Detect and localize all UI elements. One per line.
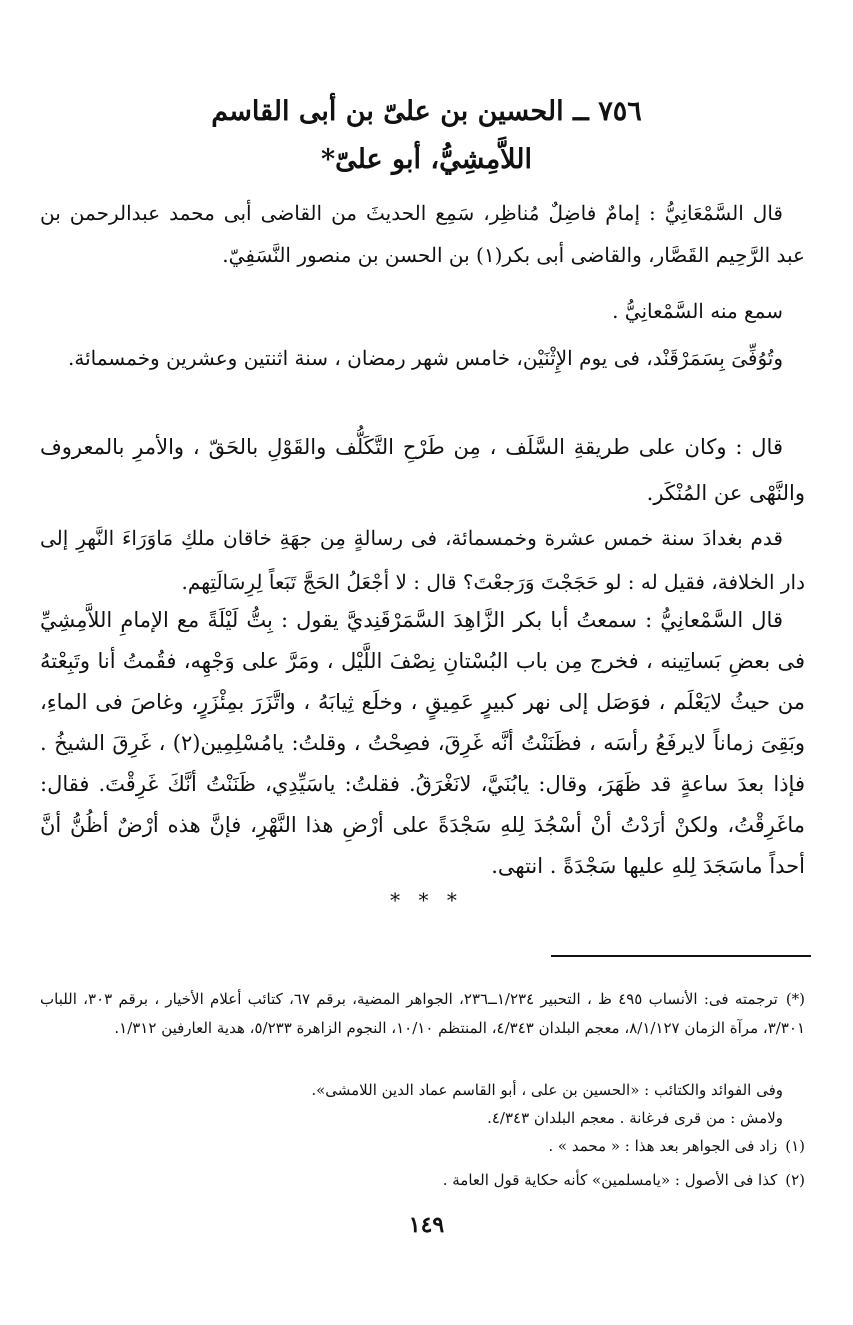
- footnote-divider: [551, 955, 811, 957]
- footnote-1-number: (١): [785, 1137, 805, 1155]
- page-number: ١٤٩: [408, 1212, 445, 1238]
- footnote-2-text: كذا فى الأصول : «يامسلمين» كأنه حكاية قول العامة .: [442, 1171, 778, 1189]
- paragraph-samani-description: قال السَّمْعَانِيُّ : إمامٌ فاضِلٌ مُناظِر، سَمِع الحديثَ من القاضى أبى محمد عبدالرحمن بن عبد الرَّحِيم القَصَّار، والقاضى أبى بكر(١) بن الحسن بن منصور النَّسَفِيّ.: [40, 201, 805, 267]
- paragraph-river-story: قال السَّمْعانِيُّ : سمعتُ أبا بكر الزَّاهِدَ السَّمَرْقَنِديَّ يقول : بِتُّ لَيْلَةً مع الإمامِ اللاَّمِشِيِّ فى بعضِ بَساتِينه ، فخرج مِن باب البُسْتانِ نِصْفَ اللَّيْل ، ومَرَّ على وَجْهِه، فقُمتُ أنا وتَبِعْتهُ من حيثُ لايَعْلَم ، فوَصَل إلى نهر كبيرٍ عَمِيقٍ ، وخلَع ثِيابَهُ ، واتَّزَرَ بمِئْزَرٍ، وغاصَ فى الماءِ، وبَقِىَ زماناً لايرفَعُ رأسَه ، فظَنَنْتُ أنَّه غَرِقَ، فصِحْتُ ، وقلتُ: يامُسْلِمِين(٢) ، غَرِقَ الشيخُ . فإذا بعدَ ساعةٍ قد ظَهَرَ، وقال: يابُنَيَّ، لانَغْرَقُ. فقلتُ: ياسَيِّدِي، ظَنَنْتُ أنَّكَ غَرِقْتَ. فقال: ماغَرِقْتُ، ولكنْ أرَدْتُ أنْ أسْجُدَ لِلهِ سَجْدَةً على أرْضِ هذا النَّهْرِ، فإنَّ هذه أرْضٌ أظُنُّ أنَّ أحداً ماسَجَدَ لِلهِ عليها سَجْدَةً . انتهى.: [40, 608, 805, 878]
- paragraph-heard-from: سمع منه السَّمْعانِيُّ .: [612, 299, 783, 323]
- footnote-1-text: زاد فى الجواهر بعد هذا : « محمد » .: [548, 1137, 778, 1155]
- footnote-2-number: (٢): [785, 1171, 805, 1189]
- paragraph-baghdad-visit: قدم بغدادَ سنة خمس عشرة وخمسمائة، فى رسالةٍ مِن جهَةِ خاقان ملكِ مَاوَرَاءَ النَّهرِ إلى دار الخلافة، فقيل له : لو حَجَجْتَ وَرَجعْتَ؟ قال : لا أجْعَلُ الحَجَّ تَبَعاً لِرِسَالَتِهم.: [40, 526, 805, 594]
- entry-title-line-1: ٧٥٦ ــ الحسين بن علىّ بن أبى القاسم: [211, 96, 642, 127]
- entry-title-line-2: اللاَّمِشِيُّ، أبو علىّ*: [320, 144, 533, 175]
- paragraph-death: وتُوُفِّىَ بِسَمَرْقَنْد، فى يوم الإِثْنَيْن، خامس شهر رمضان ، سنة اثنتين وعشرين وخمسمائة.: [67, 346, 783, 370]
- footnote-2: [40, 1166, 805, 1195]
- footnote-biography-sources: [40, 985, 805, 1043]
- footnote-fawaid: وفى الفوائد والكتائب : «الحسين بن على ، أبو القاسم عماد الدين اللامشى».: [311, 1081, 783, 1099]
- footnote-1: [40, 1132, 805, 1161]
- section-separator: * * *: [390, 888, 463, 912]
- paragraph-character: قال : وكان على طريقةِ السَّلَف ، مِن طَرْحِ التَّكَلُّف والقَوْلِ بالحَقّ ، والأمرِ بالمعروف والنَّهْى عن المُنْكَر.: [40, 435, 805, 505]
- footnote-star-text: ترجمته فى: الأنساب ٤٩٥ ظ ، التحبير ١/٢٣٤ــ٢٣٦، الجواهر المضية، برقم ٦٧، كتائب أعلام الأخيار ، برقم ٣٠٣، اللباب ٣/٣٠١، مرآة الزمان ٨/١/١٢٧، معجم البلدان ٤/٣٤٣، المنتظم ١٠/١٠، النجوم الزاهرة ٥/٢٣٣، هدية العارفين ١/٣١٢.: [40, 990, 805, 1037]
- footnote-star-mark: (*): [785, 990, 806, 1008]
- footnote-lamish: ولامش : من قرى فرغانة . معجم البلدان ٤/٣٤٣.: [487, 1109, 783, 1127]
